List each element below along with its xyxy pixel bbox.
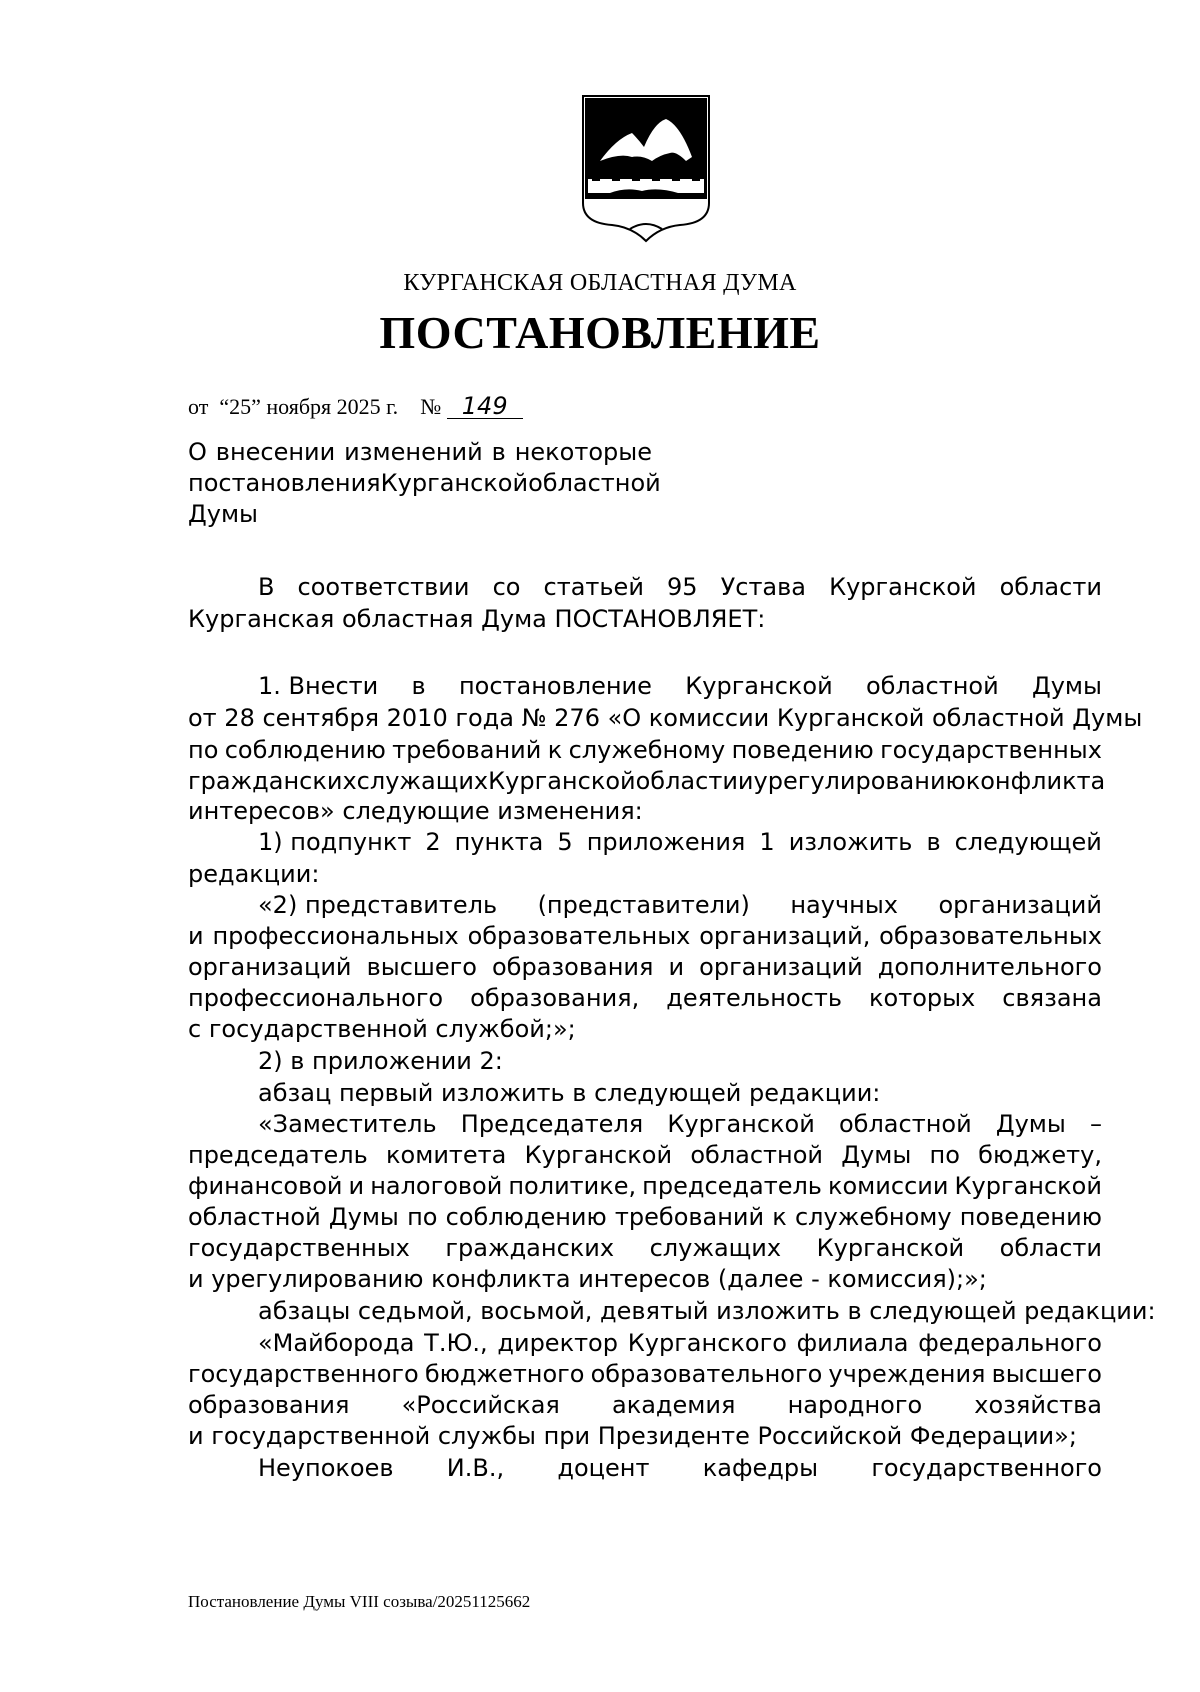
body-line-24 [258, 1329, 1102, 1357]
word: изменений [344, 438, 483, 466]
word: Курганской [816, 1234, 965, 1262]
word: директор [497, 1329, 618, 1357]
word: Курганской [685, 672, 833, 700]
word: «Заместитель [258, 1110, 437, 1138]
document-date: “25” ноября 2025 г. [219, 394, 399, 419]
body-line-10 [258, 891, 1102, 919]
word: областной [865, 672, 999, 700]
word: «Майборода [258, 1329, 415, 1357]
word: организаций [188, 953, 352, 981]
body-line-18 [188, 1141, 1102, 1169]
word: которых [869, 984, 976, 1012]
body-line-19 [188, 1172, 1102, 1200]
word: области [999, 573, 1102, 601]
word: постановления [188, 469, 381, 497]
footer-document-code: Постановление Думы VIII созыва/20251125662 [188, 1592, 531, 1611]
body-line-28 [258, 1454, 1102, 1482]
word: 5 [557, 828, 573, 856]
word: и [737, 767, 754, 795]
word: «2) представитель [258, 891, 498, 919]
word: О [188, 438, 207, 466]
organization-name: КУРГАНСКАЯ ОБЛАСТНАЯ ДУМА [403, 270, 797, 296]
word: и [348, 1172, 365, 1200]
word: служебному [794, 1203, 952, 1231]
word: налоговой [370, 1172, 503, 1200]
word: Неупокоев [258, 1454, 394, 1482]
word: профессионального [188, 984, 444, 1012]
word: бюджетного [424, 1360, 585, 1388]
word: служащих [649, 1234, 782, 1262]
word: следующей [954, 828, 1102, 856]
word: соблюдению [445, 1203, 607, 1231]
word: Думы [841, 1141, 912, 1169]
word: постановление [458, 672, 652, 700]
word: 95 [667, 573, 698, 601]
word: профессиональных [212, 922, 459, 950]
document-type-title: ПОСТАНОВЛЕНИЕ [379, 307, 821, 358]
word: по [929, 1141, 960, 1169]
word: 1) подпункт [258, 828, 412, 856]
word: образовательных [467, 922, 691, 950]
word: 2 [425, 828, 441, 856]
word: комитета [386, 1141, 507, 1169]
body-line-8 [258, 828, 1102, 856]
word: организаций [938, 891, 1102, 919]
word: областной [838, 1110, 972, 1138]
word: академия [612, 1391, 736, 1419]
word: образования [188, 1391, 350, 1419]
word: государственного [871, 1454, 1102, 1482]
word: организаций, [699, 922, 871, 950]
word: требований [614, 1203, 765, 1231]
word: и [188, 922, 204, 950]
word: Курганской [380, 469, 529, 497]
body-line-12 [188, 953, 1102, 981]
body-line-17 [258, 1110, 1102, 1138]
word: председатель [642, 1172, 822, 1200]
word: В [258, 573, 275, 601]
word: (представители) [537, 891, 750, 919]
body-line-20 [188, 1203, 1102, 1231]
word: в [411, 672, 426, 700]
word: поведению [731, 736, 874, 764]
word: – [1089, 1110, 1102, 1138]
word: федерального [918, 1329, 1102, 1357]
word: соблюдению [224, 736, 386, 764]
word: Думы [995, 1110, 1066, 1138]
body-line-23: абзацы седьмой, восьмой, девятый изложить в следующей редакции: [258, 1297, 1156, 1325]
word: приложения [586, 828, 746, 856]
word: 1. Внести [258, 672, 379, 700]
word: Курганской [488, 767, 636, 795]
word: к [547, 736, 563, 764]
word: образования, [470, 984, 640, 1012]
word: Председателя [460, 1110, 644, 1138]
word: учреждения [828, 1360, 986, 1388]
word: политике, [508, 1172, 637, 1200]
date-number-line [188, 394, 523, 420]
word: в [491, 438, 506, 466]
word: деятельность [666, 984, 842, 1012]
word: области [999, 1234, 1102, 1262]
coat-of-arms-emblem [582, 95, 710, 251]
body-line-3 [258, 672, 1102, 700]
word: государственных [880, 736, 1102, 764]
word: статьей [543, 573, 644, 601]
word: государственного [188, 1360, 419, 1388]
word: 1 [759, 828, 775, 856]
document-number: 149 [447, 394, 523, 419]
subject-line-2 [188, 469, 661, 497]
word: комиссии [827, 1172, 949, 1200]
subject-line-1 [188, 438, 652, 466]
word: хозяйства [974, 1391, 1102, 1419]
subject-line-3: Думы [188, 500, 259, 528]
body-line-27: и государственной службы при Президенте Российской Федерации»; [188, 1422, 1077, 1450]
word: пункта [454, 828, 544, 856]
word: области [635, 767, 738, 795]
word: конфликта [965, 767, 1106, 795]
word: областной [690, 1141, 824, 1169]
body-line-9: редакции: [188, 860, 320, 888]
word: И.В., [446, 1454, 505, 1482]
word: финансовой [188, 1172, 343, 1200]
body-line-6 [188, 767, 1106, 795]
word: высшего [366, 953, 477, 981]
word: по [188, 736, 219, 764]
body-line-22: и урегулированию конфликта интересов (далее - комиссия);»; [188, 1265, 987, 1293]
word: председатель [188, 1141, 368, 1169]
word: в [926, 828, 941, 856]
word: образовательных [879, 922, 1102, 950]
body-line-21 [188, 1234, 1102, 1262]
word: доцент [557, 1454, 650, 1482]
preamble-line-1 [258, 573, 1102, 601]
word: бюджету, [978, 1141, 1102, 1169]
body-line-7: интересов» следующие изменения: [188, 797, 643, 825]
word: по [407, 1203, 438, 1231]
word: образования [491, 953, 654, 981]
word: Курганской [524, 1141, 673, 1169]
word: некоторые [514, 438, 652, 466]
word: к [772, 1203, 787, 1231]
word: Курганской [829, 573, 977, 601]
word: Т.Ю., [424, 1329, 488, 1357]
word: урегулированию [753, 767, 966, 795]
word: Курганского [627, 1329, 787, 1357]
body-line-13 [188, 984, 1102, 1012]
word: Устава [720, 573, 806, 601]
word: дополнительного [877, 953, 1102, 981]
word: внесении [215, 438, 336, 466]
body-line-16: абзац первый изложить в следующей редакции: [258, 1079, 881, 1107]
word: соответствии [297, 573, 470, 601]
word: поведению [959, 1203, 1102, 1231]
word: изложить [788, 828, 913, 856]
word: кафедры [702, 1454, 819, 1482]
word: филиала [796, 1329, 909, 1357]
word: со [492, 573, 521, 601]
word: Думы [1031, 672, 1102, 700]
word: Курганской [954, 1172, 1102, 1200]
word: «Российская [401, 1391, 560, 1419]
body-line-25 [188, 1360, 1102, 1388]
number-label: № [420, 394, 442, 419]
word: гражданских [445, 1234, 615, 1262]
word: связана [1002, 984, 1102, 1012]
word: областной [188, 1203, 321, 1231]
preamble-line-2: Курганская областная Дума ПОСТАНОВЛЯЕТ: [188, 605, 766, 633]
body-line-14: с государственной службой;»; [188, 1015, 576, 1043]
body-line-5 [188, 736, 1102, 764]
word: организаций [699, 953, 863, 981]
word: Думы [328, 1203, 399, 1231]
word: государственных [188, 1234, 410, 1262]
body-line-15: 2) в приложении 2: [258, 1047, 503, 1075]
word: гражданских [188, 767, 357, 795]
word: служащих [356, 767, 489, 795]
word: областной [528, 469, 661, 497]
word: требований [392, 736, 542, 764]
word: и [668, 953, 685, 981]
word: народного [787, 1391, 923, 1419]
word: служебному [568, 736, 726, 764]
word: образовательного [590, 1360, 823, 1388]
body-line-11 [188, 922, 1102, 950]
word: высшего [991, 1360, 1102, 1388]
date-prefix: от [188, 394, 209, 419]
word: научных [790, 891, 898, 919]
word: Курганской [667, 1110, 815, 1138]
body-line-4: от 28 сентября 2010 года № 276 «О комиссии Курганской областной Думы [188, 704, 1143, 732]
body-line-26 [188, 1391, 1102, 1419]
